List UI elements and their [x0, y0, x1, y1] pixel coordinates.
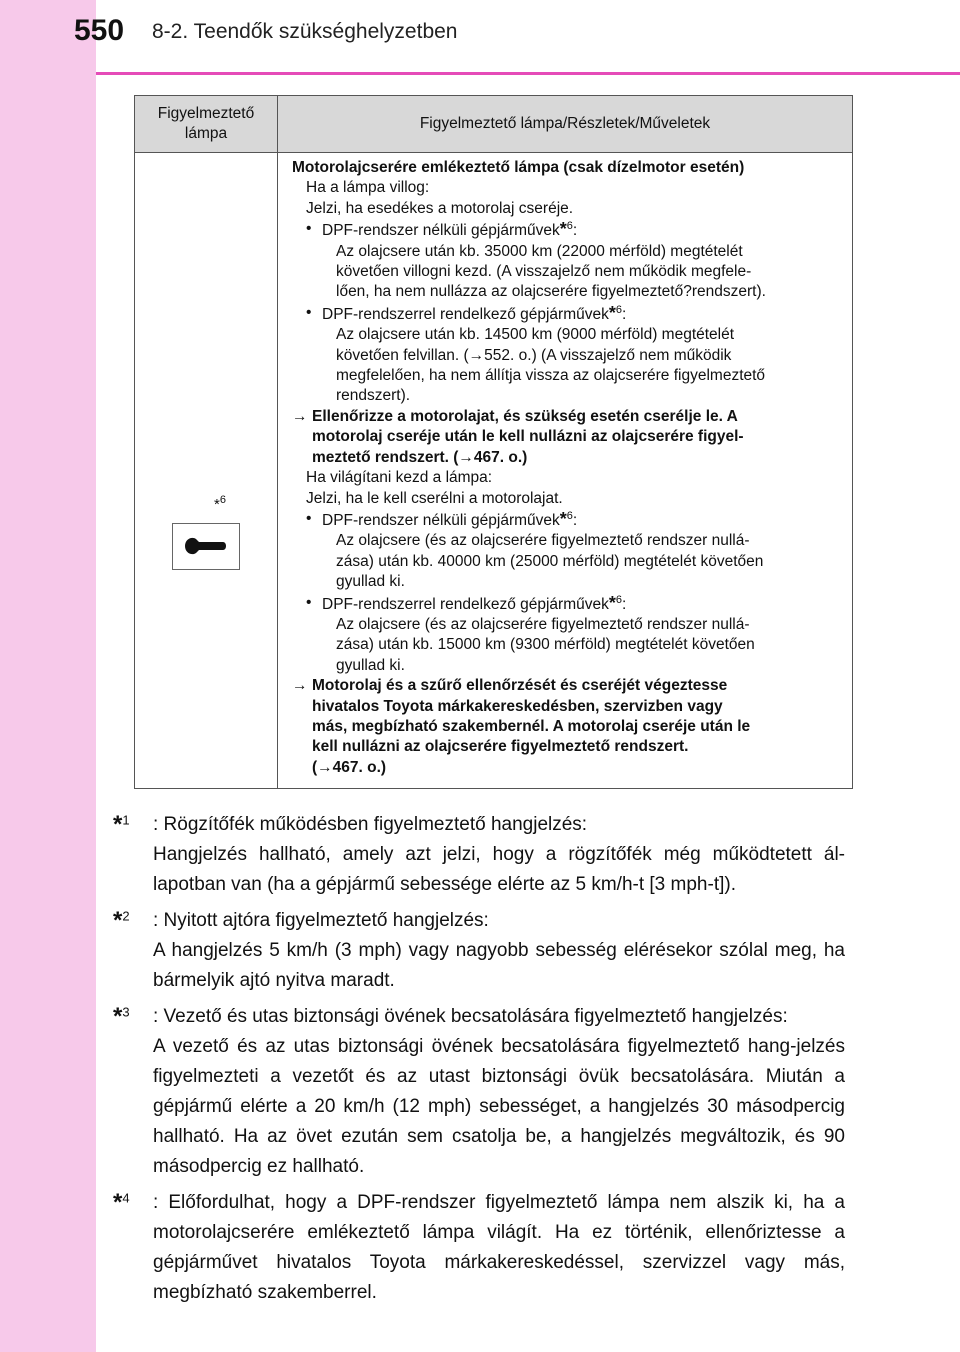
- details-cell: [278, 153, 853, 789]
- wrench-icon: [183, 533, 229, 559]
- arrow-icon: →: [292, 407, 308, 425]
- lit-bullet-1-line: Az olajcsere (és az olajcserére figyelmeztető rendszer nullá-: [336, 532, 750, 550]
- lit-heading: Ha világítani kezd a lámpa:: [306, 469, 493, 487]
- warning-lamp-table: [134, 95, 853, 789]
- lamp-title: Motorolajcserére emlékeztető lámpa (csak dízelmotor esetén): [292, 159, 745, 176]
- blink-bullet-1-line: követően villogni kezd. (A visszajelző nem működik megfele-: [336, 263, 752, 281]
- footnote-title: : Nyitott ajtóra figyelmeztető hangjelzés:: [153, 910, 489, 931]
- lit-bullet-2-line: Az olajcsere (és az olajcserére figyelmeztető rendszer nullá-: [336, 615, 750, 633]
- footnote: *$^1$ : Rögzítőfék működésben figyelmeztető hangjelzés: Hangjelzés hallható, amely azt jelzi, hogy a rögzítőfék még működtetett ál-lapotban van (ha a gépjármű sebessége elérte az 5 km/h-t [3 mph-t]).: [113, 810, 845, 900]
- blink-bullet-2-line: követően felvillan. (→552. o.) (A visszajelző nem működik: [336, 346, 732, 364]
- lit-bullet-1-line: zása) után kb. 40000 km (25000 mérföld) megtételét követően: [336, 552, 764, 570]
- blink-bullet-2-line: rendszert).: [336, 387, 411, 405]
- footnote-title: : Rögzítőfék működésben figyelmeztető hangjelzés:: [153, 814, 588, 835]
- arrow-icon: →: [292, 677, 308, 695]
- blink-bullet-2: • DPF-rendszerrel rendelkező gépjárművek*$^6$: Az olajcsere után kb. 14500 km (9000 mérföld) megtételét követően felvillan. (→552. o.) (A visszajelző nem működik megfelelően, ha nem állítja vissza az olajcserére figyelmeztető rendszert).: [292, 303, 842, 407]
- lit-bullet-1-line: gyullad ki.: [336, 573, 405, 591]
- header-rule: [96, 72, 960, 75]
- blink-desc: Jelzi, ha esedékes a motorolaj cseréje.: [306, 199, 574, 217]
- lit-desc: Jelzi, ha le kell cserélni a motorolajat.: [306, 489, 563, 507]
- page-sidebar: [0, 0, 96, 1352]
- lamp-footnote-ref: *$^6$: [214, 494, 226, 513]
- lit-bullet-2-line: gyullad ki.: [336, 656, 405, 674]
- column-header-details: Figyelmeztető lámpa/Részletek/Műveletek: [278, 96, 853, 153]
- footnote-title: : Vezető és utas biztonsági övének becsatolására figyelmeztető hangjelzés:: [153, 1006, 788, 1027]
- footnote-body: A vezető és az utas biztonsági övének becsatolására figyelmeztető hang-jelzés figyelmezteti a vezetőt és az utast biztonsági övük becsatolására. Miután a gépjármű elérte a 20 km/h (12 mph) sebességet, a hangjelzés 30 másodpercig hallható. Ha az övet ezután sem csatolja be, a hangjelzés megváltozik, és 90 másodpercig ez hallható.: [153, 1036, 845, 1177]
- footnote: *$^4$ : Előfordulhat, hogy a DPF-rendszer figyelmeztető lámpa nem alszik ki, ha a motorolajcserére emlékeztető lámpa világít. Ha ez történik, ellenőriztesse a gépjárművet hivatalos Toyota márkakereskedéssel, szervizzel vagy más, megbízható szakemberrel.: [113, 1188, 845, 1308]
- footnote-title: : Előfordulhat, hogy a DPF-rendszer figyelmeztető lámpa nem alszik ki, ha a motorolajcserére emlékeztető lámpa világít. Ha ez történik, ellenőriztesse a gépjárművet hivatalos Toyota márkakereskedéssel, szervizzel vagy más, megbízható szakemberrel.: [153, 1192, 845, 1303]
- column-header-lamp: Figyelmeztető lámpa: [135, 96, 278, 153]
- blink-bullet-2-line: megfelelően, ha nem állítja vissza az olajcserére figyelmeztető: [336, 367, 766, 385]
- footnotes: [113, 810, 845, 1314]
- lit-action: → Motorolaj és a szűrő ellenőrzését és cseréjét végeztesse hivatalos Toyota márkakereskedésben, szervizben vagy más, megbízható szakembernél. A motorolaj cseréje után le kell nullázni az olajcserére figyelmeztető rendszert. (→467. o.): [292, 677, 751, 776]
- footnote: *$^3$ : Vezető és utas biztonsági övének becsatolására figyelmeztető hangjelzés: A vezető és az utas biztonsági övének becsatolására figyelmeztető hang-jelzés figyelmezteti a vezetőt és az utast biztonsági övük becsatolására. Miután a gépjármű elérte a 20 km/h (12 mph) sebességet, a hangjelzés 30 másodpercig hallható. Ha az övet ezután sem csatolja be, a hangjelzés megváltozik, és 90 másodpercig ez hallható.: [113, 1002, 845, 1182]
- blink-heading: Ha a lámpa villog:: [306, 179, 430, 197]
- lit-bullet-1: • DPF-rendszer nélküli gépjárművek*$^6$: Az olajcsere (és az olajcserére figyelmeztető rendszer nullá- zása) után kb. 40000 km (25000 mérföld) megtételét követően gyullad ki.: [292, 509, 842, 593]
- blink-bullet-1-line: lően, ha nem nullázza az olajcserére figyelmeztető?rendszert).: [336, 283, 766, 301]
- blink-bullet-1-line: Az olajcsere után kb. 35000 km (22000 mérföld) megtételét: [336, 242, 743, 260]
- chapter-title: 8-2. Teendők szükséghelyzetben: [152, 20, 458, 43]
- lit-bullet-2-line: zása) után kb. 15000 km (9300 mérföld) megtételét követően: [336, 636, 755, 654]
- footnote-body: Hangjelzés hallható, amely azt jelzi, hogy a rögzítőfék még működtetett ál-lapotban van (ha a gépjármű sebessége elérte az 5 km/h-t [3 mph-t]).: [153, 844, 845, 895]
- blink-action: → Ellenőrizze a motorolajat, és szükség esetén cserélje le. A motorolaj cseréje után le kell nullázni az olajcserére figyel- meztető rendszert. (→467. o.): [292, 407, 744, 466]
- footnote-body: A hangjelzés 5 km/h (3 mph) vagy nagyobb sebesség elérésekor szólal meg, ha bármelyik ajtó nyitva maradt.: [153, 940, 845, 991]
- page-number: 550: [74, 14, 125, 47]
- lit-bullet-2: • DPF-rendszerrel rendelkező gépjárművek*$^6$: Az olajcsere (és az olajcserére figyelmeztető rendszer nullá- zása) után kb. 15000 km (9300 mérföld) megtételét követően gyullad ki.: [292, 593, 842, 677]
- blink-bullet-1: • DPF-rendszer nélküli gépjárművek*$^6$: Az olajcsere után kb. 35000 km (22000 mérföld) megtételét követően villogni kezd. (A visszajelző nem működik megfele- lően, ha nem nullázza az olajcserére figyelmeztető?rendszert).: [292, 219, 842, 303]
- blink-bullet-2-line: Az olajcsere után kb. 14500 km (9000 mérföld) megtételét: [336, 326, 735, 344]
- lamp-frame: [172, 523, 240, 570]
- lamp-cell: [135, 153, 278, 789]
- footnote: *$^2$ : Nyitott ajtóra figyelmeztető hangjelzés: A hangjelzés 5 km/h (3 mph) vagy nagyobb sebesség elérésekor szólal meg, ha bármelyik ajtó nyitva maradt.: [113, 906, 845, 996]
